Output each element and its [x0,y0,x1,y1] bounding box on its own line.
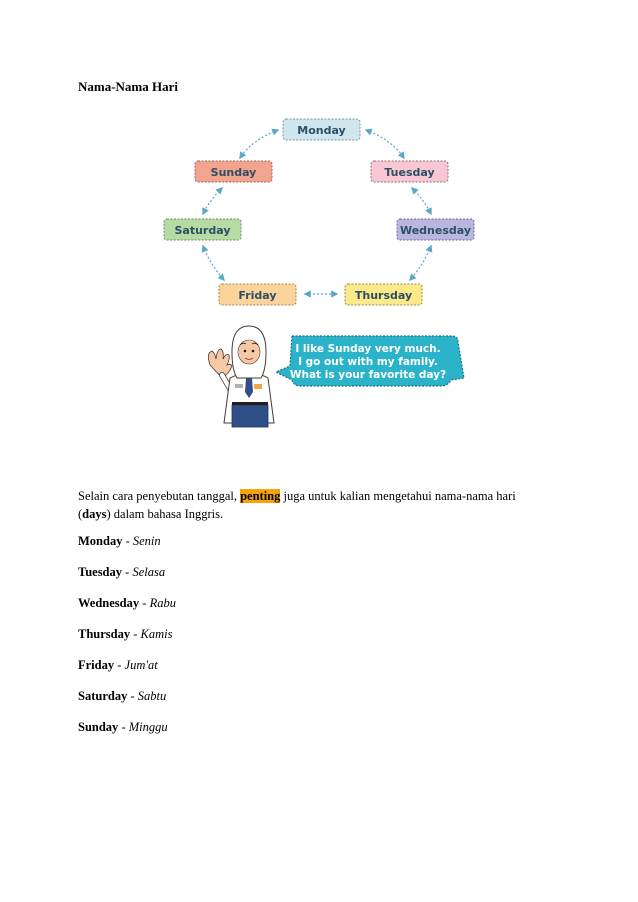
svg-text:Wednesday: Wednesday [399,224,472,237]
vocab-item-monday: Monday - Senin [78,534,161,548]
svg-text:Friday: Friday [238,289,277,302]
day-box-wednesday [397,219,474,240]
day-box-thursday [345,284,422,305]
day-box-monday [283,119,360,140]
vocab-item-thursday: Thursday - Kamis [78,627,173,641]
speech-bubble-line-1: I like Sunday very much. [295,343,441,355]
day-box-sunday [195,161,272,182]
highlighted-word: penting [240,489,281,503]
speech-bubble-line-2: I go out with my family. [298,356,438,368]
svg-text:Sunday: Sunday [210,166,257,179]
svg-text:Monday: Monday [297,124,346,137]
cycle-arrows [203,130,431,294]
intro-paragraph: Selain cara penyebutan tanggal, penting juga untuk kalian mengetahui nama-nama hari (days) dalam bahasa Inggris. [78,489,516,521]
vocab-item-wednesday: Wednesday - Rabu [78,596,176,610]
vocab-item-friday: Friday - Jum'at [78,658,158,672]
speech-bubble-line-3: What is your favorite day? [289,369,447,381]
svg-text:Saturday: Saturday [174,224,231,237]
vocab-item-tuesday: Tuesday - Selasa [78,565,166,579]
svg-text:Tuesday: Tuesday [384,166,435,179]
speech-bubble [276,336,464,386]
svg-text:Thursday: Thursday [354,289,413,302]
day-box-tuesday [371,161,448,182]
day-box-saturday [164,219,241,240]
student-girl-illustration [208,326,274,427]
page-title: Nama-Nama Hari [78,79,179,94]
vocab-item-sunday: Sunday - Minggu [78,720,168,734]
day-box-friday [219,284,296,305]
vocab-item-saturday: Saturday - Sabtu [78,689,167,703]
